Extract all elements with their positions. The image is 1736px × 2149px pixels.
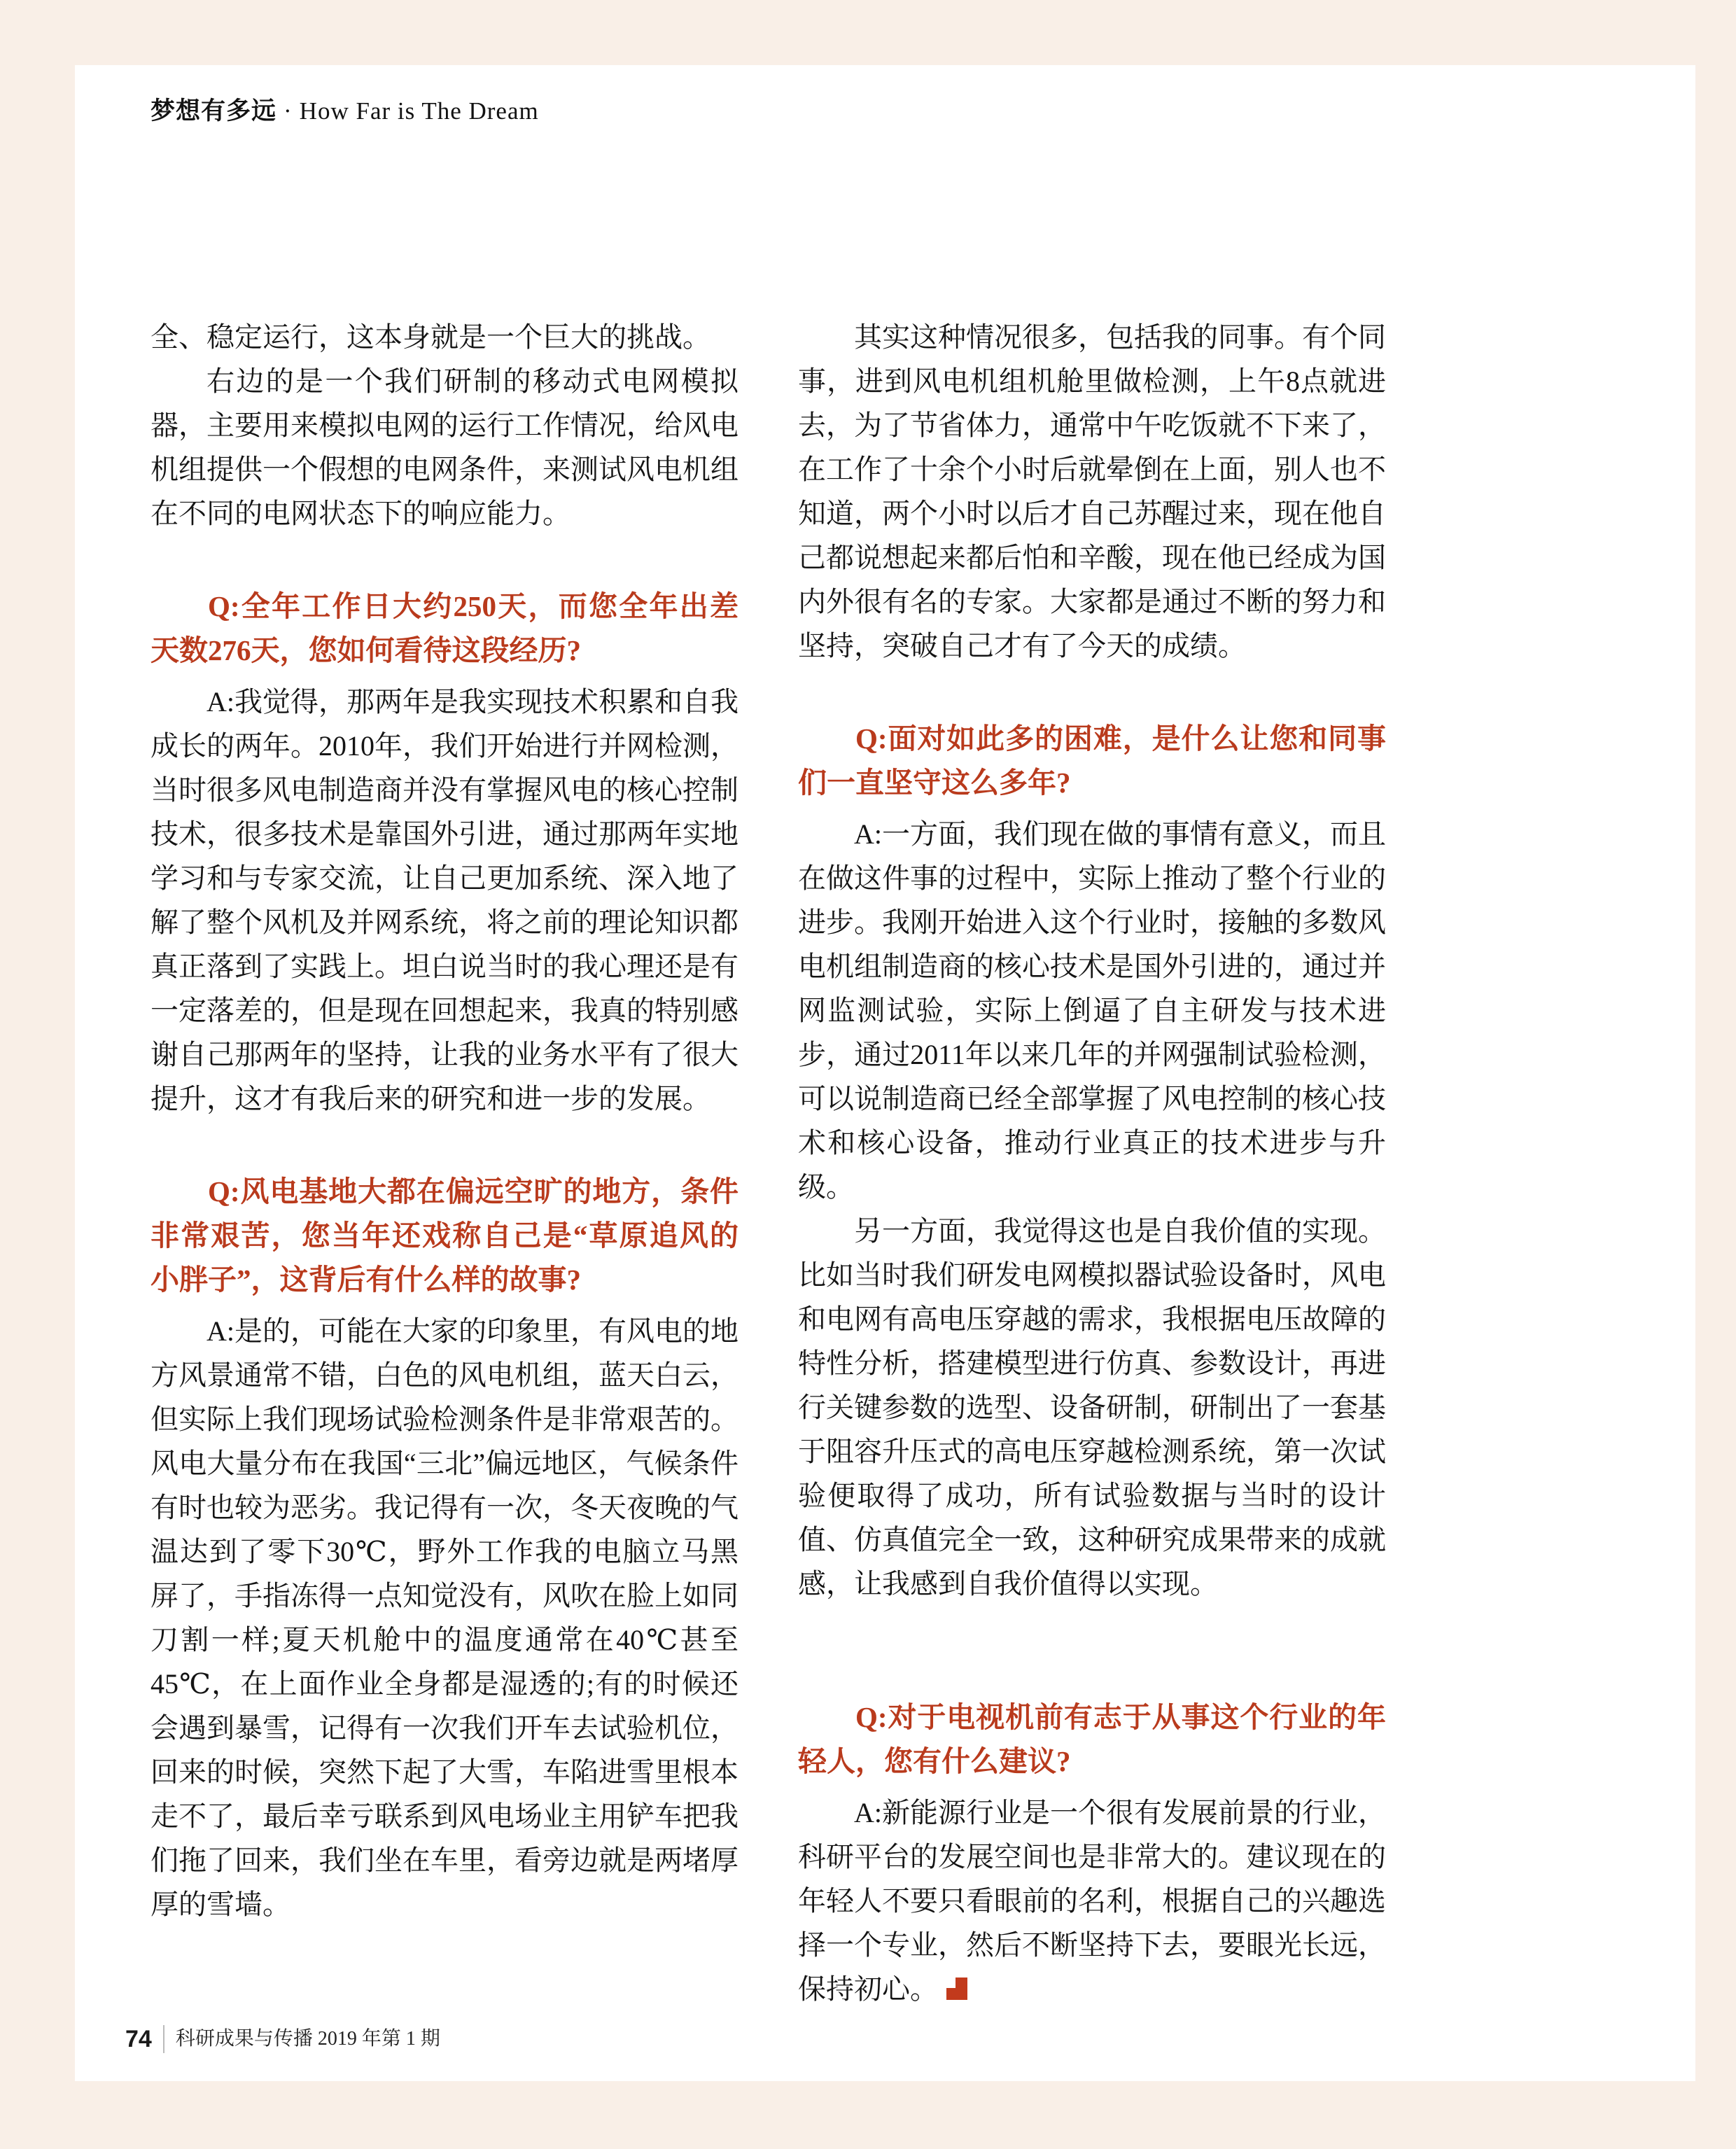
interview-answer: A:我觉得，那两年是我实现技术积累和自我成长的两年。2010年，我们开始进行并网检测，当时很多风电制造商并没有掌握风电的核心控制技术，很多技术是靠国外引进，通过那两年实地学习和与专家交流，让自己更加系统、深入地了解了整个风机及并网系统，将之前的理论知识都真正落到了实践上。坦白说当时的我心理还是有一定落差的，但是现在回想起来，我真的特别感谢自己那两年的坚持，让我的业务水平有了很大提升，这才有我后来的研究和进一步的发展。	[150, 686, 738, 1114]
paragraph: 右边的是一个我们研制的移动式电网模拟器，主要用来模拟电网的运行工作情况，给风电机组提供一个假想的电网条件，来测试风电机组在不同的电网状态下的响应能力。	[150, 365, 738, 529]
page-footer	[125, 2025, 440, 2053]
running-head-chinese-title: 梦想有多远	[150, 97, 277, 125]
interview-question: Q:全年工作日大约250天，而您全年出差天数276天，您如何看待这段经历?	[150, 590, 738, 666]
article-end-icon	[946, 1977, 967, 2000]
paragraph-continuation: 全、稳定运行，这本身就是一个巨大的挑战。	[150, 321, 710, 353]
running-head-separator: ·	[284, 97, 293, 125]
magazine-paper	[75, 65, 1695, 2081]
interview-answer: A:是的，可能在大家的印象里，有风电的地方风景通常不错，白色的风电机组，蓝天白云，但实际上我们现场试验检测条件是非常艰苦的。风电大量分布在我国“三北”偏远地区，气候条件有时也较为恶劣。我记得有一次，冬天夜晚的气温达到了零下30℃，野外工作我的电脑立马黑屏了，手指冻得一点知觉没有，风吹在脸上如同刀割一样;夏天机舱中的温度通常在40℃甚至45℃，在上面作业全身都是湿透的;有的时候还会遇到暴雪，记得有一次我们开车去试验机位，回来的时候，突然下起了大雪，车陷进雪里根本走不了，最后幸亏联系到风电场业主用铲车把我们拖了回来，我们坐在车里，看旁边就是两堵厚厚的雪墙。	[150, 1315, 738, 1920]
paragraph: 其实这种情况很多，包括我的同事。有个同事，进到风电机组机舱里做检测，上午8点就进去，为了节省体力，通常中午吃饭就不下来了，在工作了十余个小时后就晕倒在上面，别人也不知道，两个小时以后才自己苏醒过来，现在他自己都说想起来都后怕和辛酸，现在他已经成为国内外很有名的专家。大家都是通过不断的努力和坚持，突破自己才有了今天的成绩。	[798, 321, 1386, 662]
interview-question: Q:面对如此多的困难，是什么让您和同事们一直坚守这么多年?	[798, 722, 1386, 799]
interview-question: Q:风电基地大都在偏远空旷的地方，条件非常艰苦，您当年还戏称自己是“草原追风的小胖子”，这背后有什么样的故事?	[150, 1175, 738, 1296]
answer-text: A:新能源行业是一个很有发展前景的行业，科研平台的发展空间也是非常大的。建议现在的年轻人不要只看眼前的名利，根据自己的兴趣选择一个专业，然后不断坚持下去，要眼光长远，保持初心。	[798, 1797, 1386, 2005]
running-head	[150, 92, 539, 127]
left-text-column	[150, 315, 738, 1926]
interview-answer: A:一方面，我们现在做的事情有意义，而且在做这件事的过程中，实际上推动了整个行业的进步。我刚开始进入这个行业时，接触的多数风电机组制造商的核心技术是国外引进的，通过并网监测试验，实际上倒逼了自主研发与技术进步，通过2011年以来几年的并网强制试验检测，可以说制造商已经全部掌握了风电控制的核心技术和核心设备，推动行业真正的技术进步与升级。	[798, 818, 1386, 1203]
interview-answer	[798, 1791, 1386, 2011]
right-text-column	[798, 315, 1386, 2011]
page-number: 74	[125, 2025, 152, 2052]
running-head-english-title: How Far is The Dream	[299, 97, 539, 125]
interview-question: Q:对于电视机前有志于从事这个行业的年轻人，您有什么建议?	[798, 1701, 1386, 1777]
interview-answer: 另一方面，我觉得这也是自我价值的实现。比如当时我们研发电网模拟器试验设备时，风电和电网有高电压穿越的需求，我根据电压故障的特性分析，搭建模型进行仿真、参数设计，再进行关键参数的选型、设备研制，研制出了一套基于阻容升压式的高电压穿越检测系统，第一次试验便取得了成功，所有试验数据与当时的设计值、仿真值完全一致，这种研究成果带来的成就感，让我感到自我价值得以实现。	[798, 1215, 1386, 1600]
journal-title-and-issue: 科研成果与传播 2019 年第 1 期	[163, 2025, 440, 2053]
